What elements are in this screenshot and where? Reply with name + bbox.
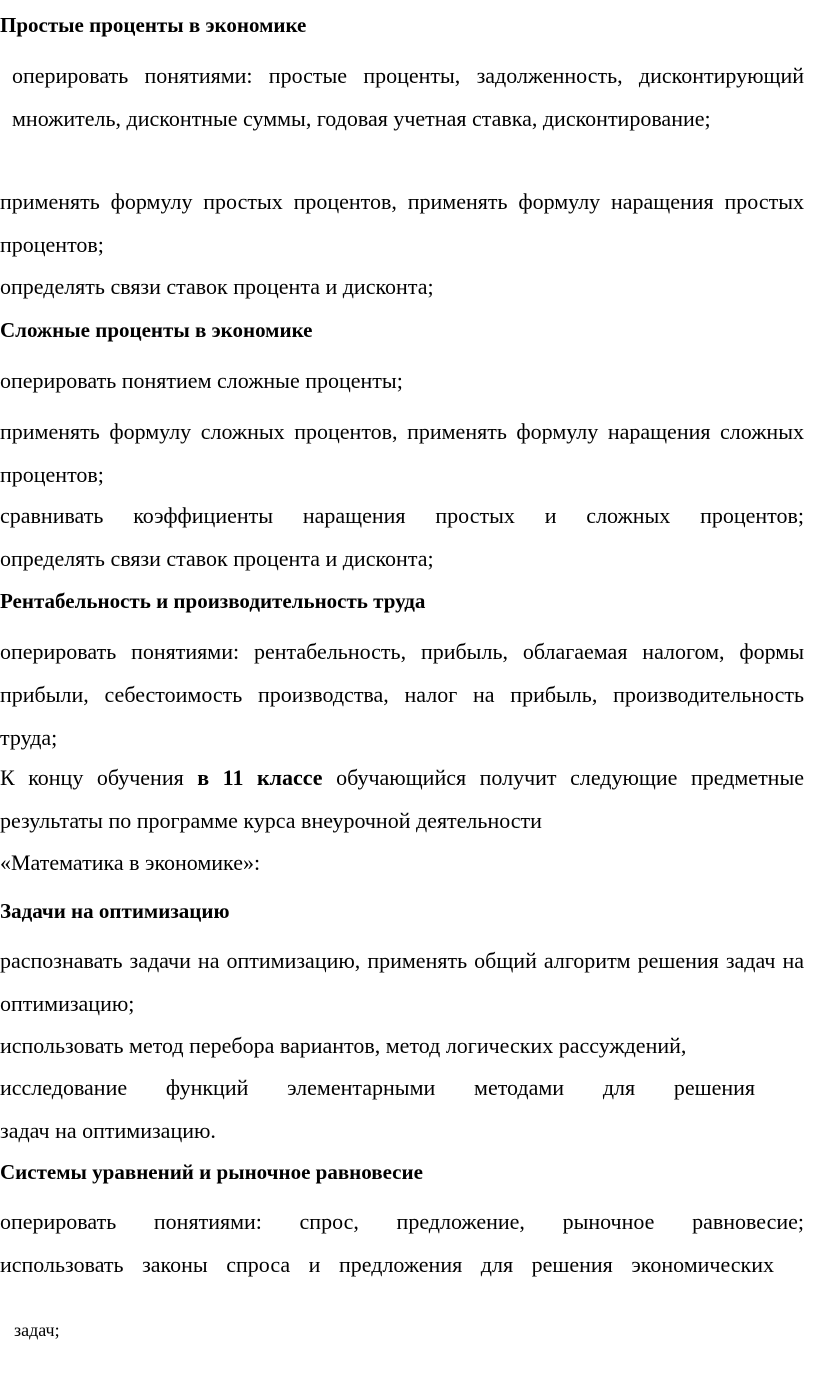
list-item: определять связи ставок процента и дисконта; [0, 274, 434, 299]
section-heading-compound-interest: Сложные проценты в экономике [0, 318, 313, 342]
list-item: оперировать понятиями: простые проценты, задолженность, дисконтирующий множитель, дисконтные суммы, годовая учетная ставка, дисконтирование; [12, 63, 804, 131]
section-heading-optimization: Задачи на оптимизацию [0, 899, 230, 923]
section-heading-market-equilibrium: Системы уравнений и рыночное равновесие [0, 1160, 423, 1184]
list-item: оперировать понятиями: рентабельность, прибыль, облагаемая налогом, формы прибыли, себестоимость производства, налог на прибыль, производительность труда; [0, 639, 804, 750]
course-title: «Математика в экономике»: [0, 850, 261, 875]
section-heading-profitability: Рентабельность и производительность труда [0, 589, 426, 613]
intro-grade: в 11 классе [197, 765, 323, 790]
section-heading-simple-interest: Простые проценты в экономике [0, 13, 307, 37]
list-item: оперировать понятиями: спрос, предложение, рыночное равновесие; [0, 1209, 804, 1234]
list-item: сравнивать коэффициенты наращения простых и сложных процентов; [0, 503, 804, 528]
list-item: применять формулу сложных процентов, применять формулу наращения сложных процентов; [0, 419, 804, 487]
list-item: оперировать понятием сложные проценты; [0, 368, 403, 393]
list-item: использовать метод перебора вариантов, метод логических рассуждений, [0, 1033, 687, 1058]
list-item: распознавать задачи на оптимизацию, применять общий алгоритм решения задач на оптимизацию; [0, 948, 804, 1016]
list-item: задач на оптимизацию. [0, 1118, 216, 1143]
list-item: применять формулу простых процентов, применять формулу наращения простых процентов; [0, 189, 804, 257]
intro-text-before: К концу обучения [0, 765, 198, 790]
intro-paragraph [0, 756, 804, 842]
list-item: определять связи ставок процента и дисконта; [0, 546, 434, 571]
list-item: использовать законы спроса и предложения для решения экономических [0, 1252, 774, 1277]
intro-text-after: обучающийся получит следующие предметные результаты по программе курса внеурочной деятельности [0, 765, 805, 833]
list-item-continuation: задач; [14, 1320, 60, 1340]
list-item: исследование функций элементарными методами для решения [0, 1075, 755, 1100]
